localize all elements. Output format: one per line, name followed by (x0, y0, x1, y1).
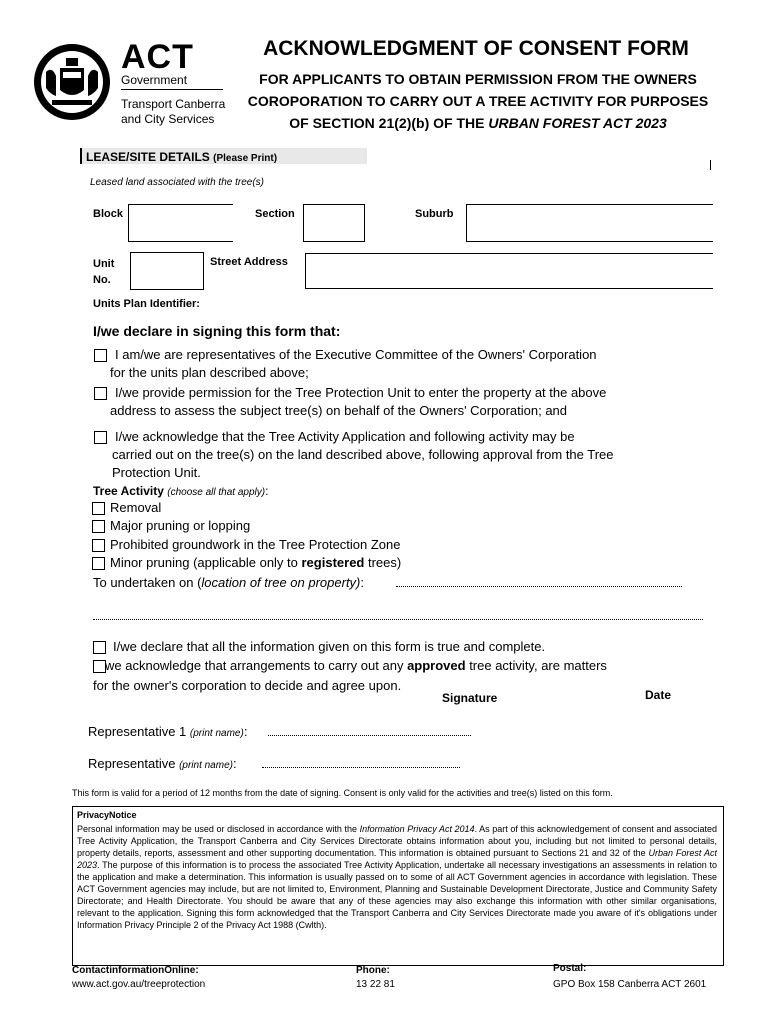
acknowledge-text-cont: for the owner's corporation to decide and agree upon. (93, 678, 402, 693)
street-address-label: Street Address (210, 256, 288, 268)
section-field[interactable] (303, 204, 365, 242)
activity-option-groundwork: Prohibited groundwork in the Tree Protection Zone (110, 537, 401, 552)
rep1-name-field[interactable] (268, 735, 471, 736)
activity-option-removal: Removal (110, 500, 162, 515)
rep1-label: Representative 1 (print name): (88, 724, 248, 739)
declaration-checkbox-2[interactable] (94, 387, 107, 400)
footer-website-link[interactable]: www.act.gov.au/treeprotection (72, 979, 206, 990)
declaration-item-2-cont: address to assess the subject tree(s) on behalf of the Owners' Corporation; and (110, 403, 568, 418)
footer-postal-label: Postal: (553, 963, 587, 974)
suburb-field[interactable] (466, 204, 713, 242)
footer-contact-label: ContactinformationOnline: (72, 965, 199, 976)
true-complete-text: I/we declare that all the information given on this form is true and complete. (113, 639, 546, 654)
suburb-label: Suburb (415, 208, 454, 220)
logo-government-text: Government (121, 73, 188, 87)
act-crest-icon (32, 42, 112, 122)
privacy-body: Personal information may be used or disclosed in accordance with the Information Privacy Act 2014. As part of this acknowledgement of consent and associated Tree Activity Application, the Transport Canberra and City Services Directorate obtains information about you, including but not limited to personal details, property details, reports, assessment and other supporting documentation. This information is obtained pursuant to Sections 21 and 32 of the Urban Forest Act 2023. The purpose of this information is to process the associated Tree Activity Application, undertake all necessary investigations an assessments in relation to the application and make a determination. This information is usually passed on to some of all ACT Government agencies in accordance with legislation. These ACT Government agencies may include, but are not limited to, Environment, Planning and Sustainable Development Directorate, Justice and Community Safety Directorate; and Health Directorate. You should be aware that any of these agencies may also exchange this information with other similar organisations, relevant to the application. Signing this form acknowledged that the Transport Canberra and City Services Directorate made you aware of it's obligations under Information Privacy Principle 2 of the Privacy Act 1988 (Cwlth). (77, 824, 717, 930)
activity-option-major-pruning: Major pruning or lopping (110, 518, 251, 533)
acknowledge-text: we acknowledge that arrangements to carry out any approved tree activity, are matters (105, 658, 607, 673)
activity-checkbox-major-pruning[interactable] (92, 520, 105, 533)
true-complete-checkbox[interactable] (93, 641, 106, 654)
footer-postal-value: GPO Box 158 Canberra ACT 2601 (553, 979, 707, 990)
declaration-item-3-cont2: Protection Unit. (112, 465, 201, 480)
declaration-item-2: I/we provide permission for the Tree Protection Unit to enter the property at the above (115, 385, 607, 400)
section-label: Section (255, 208, 295, 220)
declaration-heading: I/we declare in signing this form that: (93, 323, 341, 339)
section-title-lease: LEASE/SITE DETAILS (Please Print) (86, 150, 278, 164)
rep2-name-field[interactable] (262, 767, 460, 768)
rep2-label: Representative (print name): (88, 756, 237, 771)
activity-checkbox-groundwork[interactable] (92, 539, 105, 552)
declaration-checkbox-3[interactable] (94, 431, 107, 444)
footer-phone-label: Phone: (356, 965, 390, 976)
leased-land-label: Leased land associated with the tree(s) (90, 177, 264, 188)
form-title: ACKNOWLEDGMENT OF CONSENT FORM (263, 37, 689, 60)
declaration-checkbox-1[interactable] (94, 349, 107, 362)
declaration-item-1-cont: for the units plan described above; (110, 365, 309, 380)
logo-directorate-text: Transport Canberra and City Services (121, 97, 226, 126)
declaration-item-1: I am/we are representatives of the Executive Committee of the Owners' Corporation (115, 347, 597, 362)
street-address-field[interactable] (305, 253, 713, 289)
tree-activity-heading: Tree Activity (choose all that apply): (93, 484, 269, 498)
form-subtitle: FOR APPLICANTS TO OBTAIN PERMISSION FROM THE OWNERS COROPORATION TO CARRY OUT A TREE ACTIVITY FOR PURPOSES OF SECTION 21(2)(b) OF THE URBAN FOREST ACT 2023 (247, 71, 709, 131)
location-field[interactable] (396, 586, 682, 587)
privacy-title: PrivacyNotice (77, 810, 137, 820)
date-label: Date (645, 688, 672, 702)
footer-phone-value: 13 22 81 (356, 979, 395, 990)
unit-label: Unit No. (93, 258, 115, 286)
declaration-item-3-cont: carried out on the tree(s) on the land described above, following approval from the Tree (112, 447, 614, 462)
logo-divider (121, 89, 223, 90)
signature-label: Signature (442, 691, 498, 705)
activity-checkbox-minor-pruning[interactable] (92, 557, 105, 570)
unit-field[interactable] (130, 252, 204, 290)
units-plan-label: Units Plan Identifier: (93, 298, 200, 310)
logo-act-text: ACT (121, 38, 194, 76)
block-label: Block (93, 208, 123, 220)
activity-checkbox-removal[interactable] (92, 502, 105, 515)
section-tick (710, 160, 711, 170)
block-field[interactable] (128, 204, 233, 242)
location-field-line2[interactable] (93, 619, 703, 620)
validity-note: This form is valid for a period of 12 months from the date of signing. Consent is only valid for the activities and tree(s) listed on this form. (72, 788, 613, 798)
location-label: To undertaken on (location of tree on property): (93, 575, 365, 590)
activity-option-minor-pruning: Minor pruning (applicable only to registered trees) (110, 555, 402, 570)
declaration-item-3: I/we acknowledge that the Tree Activity Application and following activity may be (115, 429, 575, 444)
